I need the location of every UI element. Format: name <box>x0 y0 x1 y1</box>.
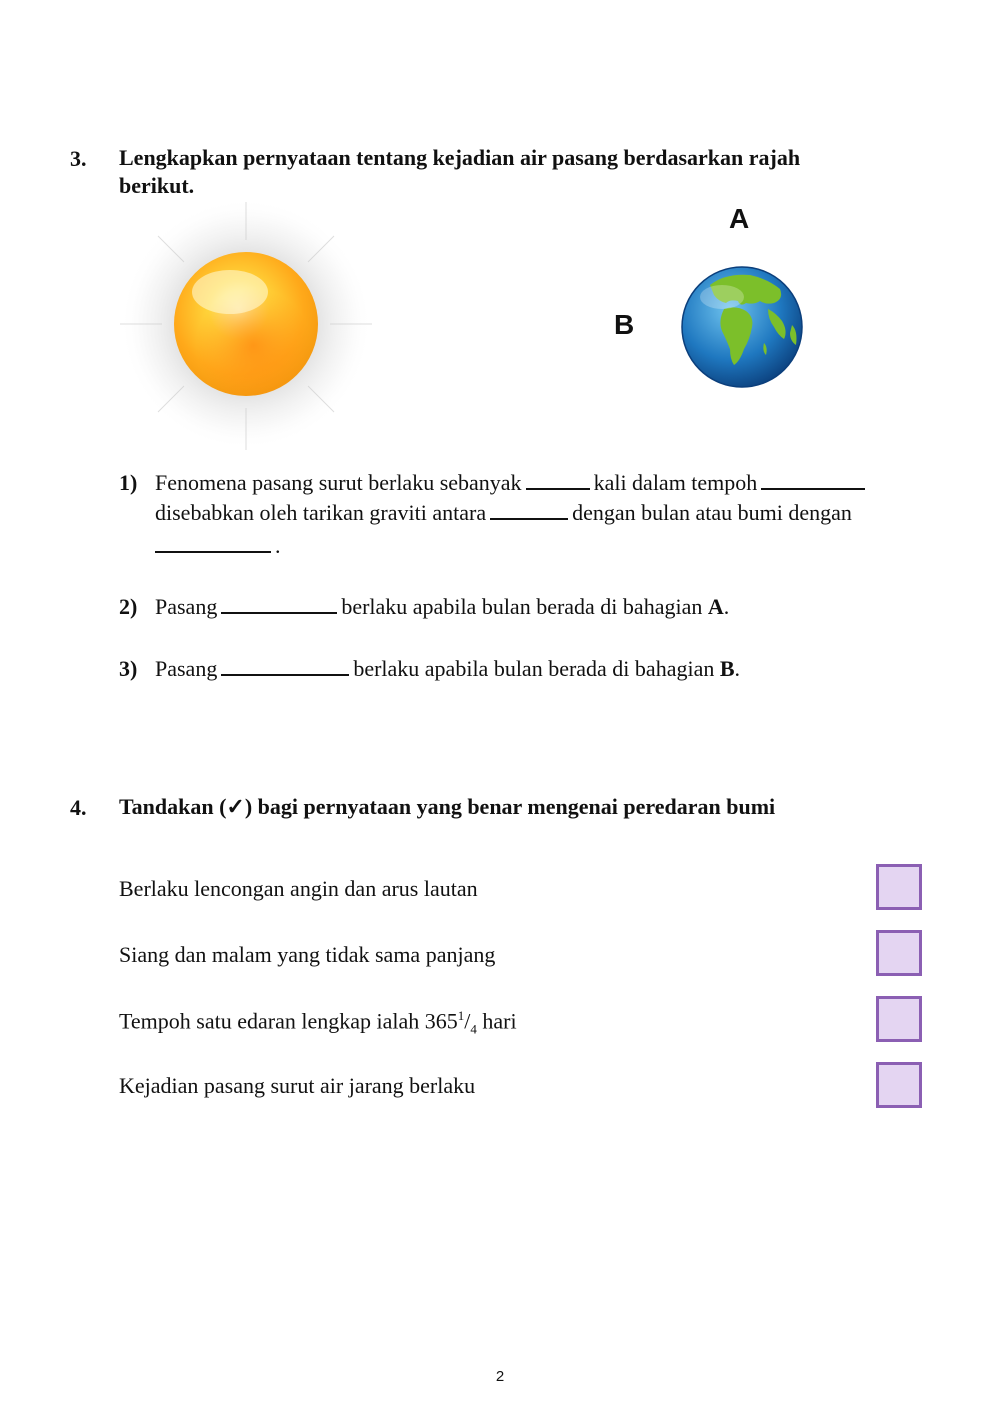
item-2-line <box>155 594 729 620</box>
statement-3-sup: 1 <box>457 1008 465 1023</box>
item-1-text-a: Fenomena pasang surut berlaku sebanyak <box>155 470 522 495</box>
checkbox-statement-1[interactable] <box>876 864 922 910</box>
earth-image <box>680 265 804 389</box>
item-1-line3 <box>155 533 281 559</box>
question-4-number: 4. <box>70 795 87 820</box>
item-1-text-c: disebabkan oleh tarikan graviti antara <box>155 500 487 525</box>
item-3-number: 3) <box>119 656 138 681</box>
item-1-text-b: kali dalam tempoh <box>593 470 758 495</box>
label-b: B <box>614 309 635 340</box>
item-2-bold: A <box>707 594 724 619</box>
checkbox-statement-2[interactable] <box>876 930 922 976</box>
label-a: A <box>729 203 750 234</box>
item-1-text-d: dengan bulan atau bumi dengan <box>572 500 852 525</box>
item-3-line <box>155 656 740 682</box>
checkbox-statement-4[interactable] <box>876 1062 922 1108</box>
item-3-prefix: Pasang <box>155 656 218 681</box>
item-3-end: . <box>734 656 741 681</box>
page-number: 2 <box>495 1368 505 1385</box>
item-1-number: 1) <box>119 470 138 495</box>
question-3-title <box>119 144 800 200</box>
question-3-title-line2: berikut. <box>119 173 195 198</box>
item-3-suffix: berlaku apabila bulan berada di bahagian <box>353 656 715 681</box>
statement-3-post: hari <box>476 1008 517 1034</box>
item-1-line2 <box>155 500 852 526</box>
statement-2: Siang dan malam yang tidak sama panjang <box>119 942 496 967</box>
blank-3[interactable] <box>221 656 349 676</box>
item-2-prefix: Pasang <box>155 594 218 619</box>
item-1-line1 <box>155 470 869 496</box>
question-3-number: 3. <box>70 146 87 171</box>
question-4-title: Tandakan (✓) bagi pernyataan yang benar mengenai peredaran bumi <box>119 794 776 819</box>
item-2-end: . <box>723 594 730 619</box>
item-1-text-e: . <box>275 533 281 558</box>
blank-1c[interactable] <box>490 500 568 520</box>
checkbox-statement-3[interactable] <box>876 996 922 1042</box>
blank-2[interactable] <box>221 594 337 614</box>
item-2-number: 2) <box>119 594 138 619</box>
sun-image <box>118 200 374 456</box>
blank-1a[interactable] <box>526 470 590 490</box>
statement-4: Kejadian pasang surut air jarang berlaku <box>119 1073 476 1098</box>
item-2-suffix: berlaku apabila bulan berada di bahagian <box>341 594 703 619</box>
statement-1: Berlaku lencongan angin dan arus lautan <box>119 876 478 901</box>
statement-3 <box>119 1008 517 1038</box>
blank-1b[interactable] <box>761 470 865 490</box>
statement-3-sub: 4 <box>470 1021 477 1037</box>
question-3-title-line1: Lengkapkan pernyataan tentang kejadian air pasang berdasarkan rajah <box>119 145 801 170</box>
blank-1d[interactable] <box>155 533 271 553</box>
statement-3-text: Tempoh satu edaran lengkap ialah 365 <box>119 1008 458 1034</box>
statement-3-slash: / <box>464 1008 471 1034</box>
item-3-bold: B <box>719 656 735 681</box>
